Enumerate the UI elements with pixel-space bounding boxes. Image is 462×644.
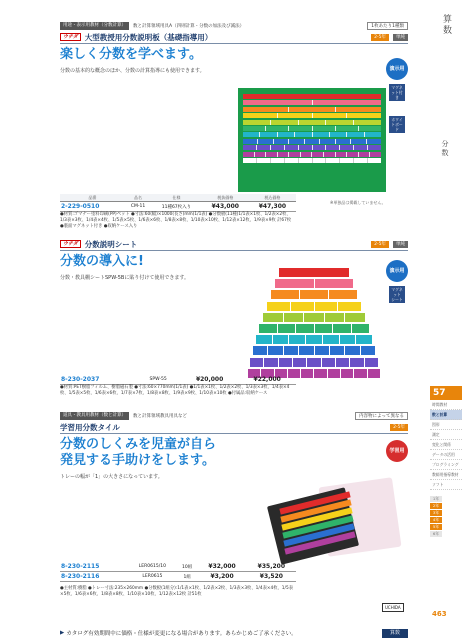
product-description: 分数の基本的な概念のほか、分数の計算指導にも使用できます。	[60, 68, 205, 74]
nav-item[interactable]: 時間教材	[430, 400, 462, 410]
magnet-chip: マグネット付き	[389, 84, 405, 101]
side-index	[410, 0, 462, 644]
grade-5[interactable]: 5年	[430, 524, 442, 530]
model-name: SPW-55	[139, 375, 177, 385]
col-code: 品番	[60, 194, 125, 202]
grade-3[interactable]: 3年	[430, 510, 442, 516]
product-code[interactable]: 8-230-2116	[60, 572, 128, 582]
grade-4[interactable]: 4年	[430, 517, 442, 523]
sheet-row-5	[263, 313, 365, 322]
product-code[interactable]: 2-229-0510	[60, 202, 125, 212]
demo-use-badge: 演示用	[386, 58, 408, 80]
product-title-bar	[60, 239, 408, 249]
side-nav	[430, 386, 462, 537]
chip-line-1: マグネット	[391, 287, 403, 297]
product-description: 分数・教具棚シートSPW-5Bに貼り付けて使用できます。	[60, 275, 189, 281]
quantity-tag: 1枚あたり1種類	[367, 22, 408, 30]
strip-11	[243, 158, 381, 163]
price-in-tax: ¥47,300	[249, 202, 296, 212]
model-name: LER0615	[128, 572, 177, 582]
grade-badge: 2-5年	[371, 241, 389, 248]
strip-5	[243, 120, 381, 125]
nav-item[interactable]: ソフト	[430, 480, 462, 490]
spec-notes-3: ●主材質:樹脂 ●トレー寸法:235×260mm ●分数板(1組分):1/1表×1枚、1/2表×2枚、1/3表×3枚、1/4表×4枚、1/5表×5枚、1/6表×6枚、1/8表×8枚、1/10表×10枚、1/12表×12枚 計51枚	[60, 586, 294, 597]
table-row	[60, 375, 296, 385]
title-rule	[60, 250, 408, 251]
product-section-1	[60, 22, 408, 74]
product-code[interactable]: 8-230-2037	[60, 375, 139, 385]
spec: 11種67枚入り	[151, 202, 202, 212]
product-title-bar	[60, 32, 408, 42]
category-tag: 道具・教具用教材（数と計算）	[60, 412, 129, 420]
product-name: 大型教授用分数説明板（基礎指導用）	[84, 32, 213, 42]
fraction-tiles-image	[265, 474, 400, 566]
nav-item[interactable]: 図形	[430, 420, 462, 430]
price-ex-tax: ¥32,000	[197, 562, 246, 572]
sheet-row-3	[271, 290, 357, 299]
col-price1: 税抜価格	[202, 194, 249, 202]
price-table-1	[60, 194, 296, 212]
strip-6	[243, 126, 381, 131]
sheet-row-7	[256, 335, 372, 344]
demo-use-badge: 演示用	[386, 260, 408, 282]
spec-notes-1: ●材質:ゴマナー塗料印刷(PP)ペット ●寸法:60(幅)×1000(長さ)mm(1/1表) ●分数板(11種)1/1表×1枚、1/2表×2枚、1/3表×3枚、1/4表×4枚、1/5表×5枚、1/6表×6枚、1/8表×8枚、1/10表×10枚、1/12表×12枚、1/9表×9枚 計67枚 ●裏面マグネット付き ●収納ケース入り	[60, 212, 292, 229]
catalog-main	[60, 0, 408, 644]
spec: 10組	[177, 562, 198, 572]
footer-notice: カタログ有効期間中に価格・仕様が変更になる場合があります。あらかじめご了承ください。	[66, 631, 297, 637]
category-label: 算数	[441, 14, 451, 36]
sheet-row-4	[267, 302, 361, 311]
price-in-tax: ¥35,200	[247, 562, 296, 572]
category-tag: 用途・表示用教材（分数計算）	[60, 22, 129, 30]
sheet-row-1	[279, 268, 349, 277]
brand-logo: ウチダ	[60, 33, 81, 41]
product-description: トレーの幅が「1」の大きさになっています。	[60, 474, 163, 480]
page-tab-number: 57	[430, 386, 462, 400]
nav-item[interactable]: データの活用	[430, 450, 462, 460]
image-caption: ※単独品は掲載していません。	[330, 200, 386, 205]
learning-use-badge: 学習用	[386, 440, 408, 462]
strip-4	[243, 113, 381, 118]
grade-badge: 2-5年	[390, 424, 408, 431]
price-in-tax: ¥22,000	[238, 375, 296, 385]
catch-copy: 分数の導入に!	[60, 254, 144, 269]
table-row	[60, 562, 296, 572]
footer-category-button[interactable]: 算数	[382, 629, 408, 638]
price-in-tax: ¥3,520	[247, 572, 296, 582]
category-sub: 数と計算領域教具用具など	[133, 414, 187, 419]
col-name: 品名	[125, 194, 151, 202]
page-number: 463	[432, 610, 447, 618]
catch-copy: 楽しく分数を学べます。	[60, 47, 202, 62]
nav-item[interactable]: 測定	[430, 430, 462, 440]
magnet-sheet-chip	[389, 286, 405, 303]
type-badge: 単純	[393, 241, 408, 248]
strip-8	[243, 139, 381, 144]
product-name: 分数説明シート	[84, 239, 138, 249]
sheet-row-2	[275, 279, 353, 288]
model-name: LER0615/10	[128, 562, 177, 572]
sheet-row-6	[259, 324, 369, 333]
whiteboard-chip: ホワイトボード	[389, 116, 405, 133]
strip-10	[243, 152, 381, 157]
product-title-bar	[60, 422, 408, 432]
fraction-sheet-image	[248, 268, 380, 380]
table-row	[60, 572, 296, 582]
triangle-icon: ▶	[60, 630, 65, 636]
strip-7	[243, 132, 381, 137]
model-name: CM-11	[125, 202, 151, 212]
subcategory-label: 分数	[441, 140, 449, 158]
grade-badge: 2-5年	[371, 34, 389, 41]
grade-1[interactable]: 1年	[430, 496, 442, 502]
price-table-2	[60, 375, 296, 385]
page-footer	[60, 627, 408, 639]
product-section-3	[60, 412, 408, 480]
nav-item[interactable]: プログラミング	[430, 460, 462, 470]
sheet-row-9	[250, 358, 378, 367]
spec-notes-2: ●材質:PET樹脂フィルム、樹脂磁石製 ●寸法:60×770mm(1/1表) ●1/1表×1枚、1/2表×2枚、1/3表×3枚、1/4表×4枚、1/5表×5枚、1/6表×6枚、1/7表×7枚、1/8表×8枚、1/9表×9枚、1/10表×10枚 ●付属品:収納ケース	[60, 385, 290, 396]
nav-item-active[interactable]: 数と計算	[430, 410, 462, 420]
product-name: 学習用分数タイル	[60, 422, 120, 432]
price-table-3	[60, 562, 296, 582]
section-tags	[60, 22, 408, 30]
catch-copy-line-2: 発見する手助けをします。	[60, 453, 215, 468]
brand-logo: ウチダ	[60, 240, 81, 248]
spec: 1組	[177, 572, 198, 582]
product-code[interactable]: 8-230-2115	[60, 562, 128, 572]
section-tags	[60, 412, 408, 420]
sheet-row-8	[253, 346, 375, 355]
grade-6[interactable]: 6年	[430, 531, 442, 537]
fraction-board-image	[238, 88, 386, 192]
maker-logo: UCHIDA	[382, 603, 404, 612]
strip-3	[243, 107, 381, 112]
nav-item[interactable]: 教師用指導教材	[430, 470, 462, 480]
chip-line-2: シート	[391, 297, 403, 302]
title-rule	[60, 433, 408, 434]
price-ex-tax: ¥3,200	[197, 572, 246, 582]
strip-1	[243, 94, 381, 99]
strip-9	[243, 145, 381, 150]
catch-copy-line-1: 分数のしくみを児童が自ら	[60, 437, 217, 452]
quantity-tag: 内容物によって異なる	[355, 412, 408, 420]
strip-2	[243, 100, 381, 105]
title-rule	[60, 43, 408, 44]
nav-item[interactable]: 変化と関係	[430, 440, 462, 450]
price-ex-tax: ¥20,000	[181, 375, 239, 385]
grade-index	[430, 496, 462, 537]
category-sub: 数と計算領域用具A（四則計算・分数の加法及び減法）	[133, 24, 245, 29]
col-price2: 税込価格	[249, 194, 296, 202]
price-ex-tax: ¥43,000	[202, 202, 249, 212]
col-spec: 仕様	[151, 194, 202, 202]
table-row	[60, 202, 296, 212]
type-badge: 単純	[393, 34, 408, 41]
grade-2[interactable]: 2年	[430, 503, 442, 509]
